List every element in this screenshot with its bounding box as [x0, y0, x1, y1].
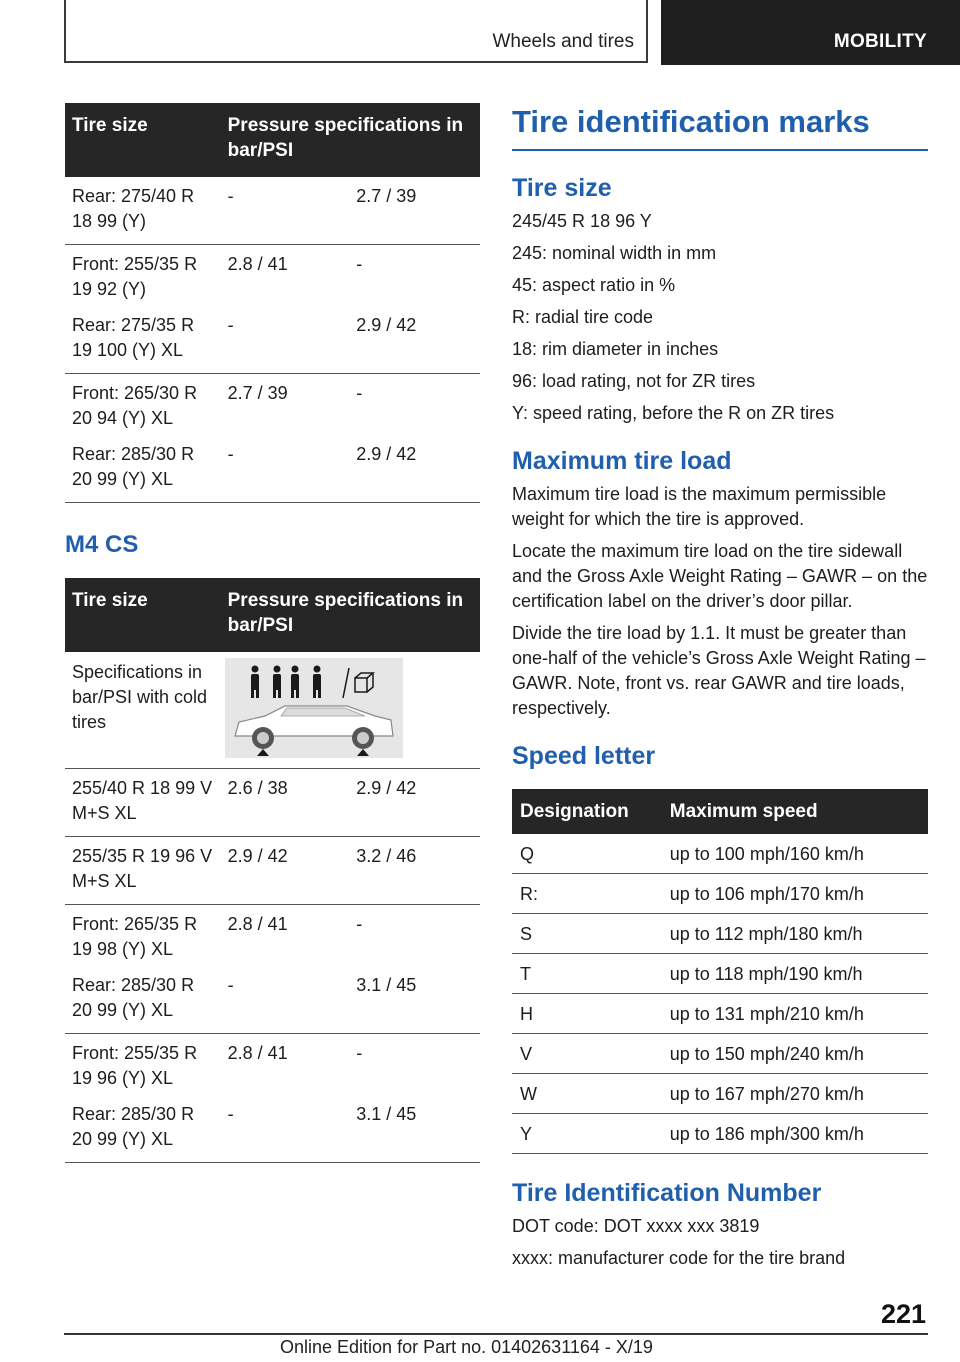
tire-size-cell: 255/40 R 18 99 V M+S XL: [65, 769, 221, 837]
vehicle-load-illustration: [225, 658, 403, 758]
spec-note: Specifications in bar/PSI with cold tires: [65, 652, 221, 769]
tire-size-line: 45: aspect ratio in %: [512, 275, 676, 295]
tin-line: xxxx: manufacturer code for the tire brand: [512, 1248, 846, 1268]
designation-cell: W: [512, 1074, 662, 1114]
designation-cell: R:: [512, 874, 662, 914]
table-row: [512, 834, 928, 874]
max-speed-cell: up to 167 mph/270 km/h: [662, 1074, 928, 1114]
rear-pressure-cell: 3.1 / 45: [349, 1095, 480, 1163]
max-load-heading: Maximum tire load: [512, 447, 732, 475]
header-section-title: Wheels and tires: [492, 31, 634, 52]
table-row: [512, 1034, 928, 1074]
tire-size-cell: Rear: 275/40 R 18 99 (Y): [65, 177, 221, 245]
max-speed-cell: up to 106 mph/170 km/h: [662, 874, 928, 914]
footer-divider-right: [860, 1333, 928, 1335]
rear-pressure-cell: -: [356, 914, 363, 934]
edition-note: Online Edition for Part no. 01402631164 - X/19: [280, 1337, 653, 1357]
col-header-tire-size: Tire size: [65, 578, 221, 652]
tire-size-line: 245/45 R 18 96 Y: [512, 211, 652, 231]
tin-heading: Tire Identification Number: [512, 1179, 822, 1207]
table-row: [512, 1074, 928, 1114]
tire-size-cell: Rear: 275/35 R 19 100 (Y) XL: [65, 306, 221, 374]
rear-pressure-cell: -: [356, 1043, 363, 1063]
tire-size-line: 18: rim diameter in inches: [512, 339, 719, 359]
rear-pressure-cell: 2.7 / 39: [349, 177, 480, 245]
table-row: [512, 994, 928, 1034]
tire-size-cell: 255/35 R 19 96 V M+S XL: [65, 837, 221, 905]
col-header-tire-size: Tire size: [65, 103, 221, 177]
max-speed-cell: up to 100 mph/160 km/h: [662, 834, 928, 874]
table-row: [65, 306, 480, 374]
table-row: [512, 914, 928, 954]
max-speed-cell: up to 186 mph/300 km/h: [662, 1114, 928, 1154]
tire-size-line: Y: speed rating, before the R on ZR tires: [512, 403, 835, 423]
header-chapter-title: MOBILITY: [833, 31, 927, 52]
left-column: [65, 103, 480, 1163]
max-speed-cell: up to 118 mph/190 km/h: [662, 954, 928, 994]
max-speed-cell: up to 112 mph/180 km/h: [662, 914, 928, 954]
pressure-table-header: [65, 103, 480, 177]
load-image-cell: [221, 652, 480, 769]
max-speed-cell: up to 131 mph/210 km/h: [662, 994, 928, 1034]
designation-cell: H: [512, 994, 662, 1034]
designation-cell: V: [512, 1034, 662, 1074]
rear-pressure-cell: 3.2 / 46: [349, 837, 480, 905]
max-load-paragraph: Divide the tire load by 1.1. It must be greater than one-half of the vehicle’s Gross Axle Weight Rating – GAWR. Note, front vs. rear GAWR and tire loads, respectively.: [512, 623, 926, 718]
speed-letter-heading: Speed letter: [512, 742, 656, 770]
front-pressure-cell: -: [221, 1095, 350, 1163]
table-row: [512, 1114, 928, 1154]
tire-size-lines: [512, 209, 928, 426]
tire-size-cell: Rear: 285/30 R 20 99 (Y) XL: [65, 435, 221, 503]
front-pressure-cell: 2.6 / 38: [221, 769, 350, 837]
col-header-pressure: Pressure specifications in bar/PSI: [221, 578, 480, 652]
front-pressure-cell: -: [221, 306, 350, 374]
rear-pressure-cell: 2.9 / 42: [349, 306, 480, 374]
table-row: [65, 1034, 480, 1096]
table-row: [65, 652, 480, 769]
col-header-max-speed: Maximum speed: [662, 789, 928, 834]
table-row: [65, 769, 480, 837]
rear-pressure-cell: 2.9 / 42: [349, 435, 480, 503]
designation-cell: Y: [512, 1114, 662, 1154]
front-pressure-cell: 2.8 / 41: [227, 914, 288, 934]
tire-size-cell: Front: 265/30 R 20 94 (Y) XL: [72, 383, 198, 428]
tire-size-line: 96: load rating, not for ZR tires: [512, 371, 756, 391]
section-title: Tire identification marks: [512, 103, 928, 151]
table-row: [65, 837, 480, 905]
table-row: [65, 245, 480, 307]
speed-table-header: [512, 789, 928, 834]
max-load-paragraphs: [512, 482, 928, 721]
tire-size-cell: Front: 265/35 R 19 98 (Y) XL: [72, 914, 198, 959]
tire-size-line: R: radial tire code: [512, 307, 654, 327]
col-header-designation: Designation: [512, 789, 662, 834]
speed-table: [512, 789, 928, 1154]
designation-cell: T: [512, 954, 662, 994]
m4cs-table-header: [65, 578, 480, 652]
front-pressure-cell: 2.9 / 42: [221, 837, 350, 905]
right-column: [512, 103, 928, 1278]
tin-line: DOT code: DOT xxxx xxx 3819: [512, 1216, 760, 1236]
front-pressure-cell: 2.8 / 41: [227, 254, 288, 274]
col-header-pressure: Pressure specifications in bar/PSI: [221, 103, 480, 177]
page-number: 221: [880, 1299, 926, 1329]
front-pressure-cell: 2.7 / 39: [227, 383, 288, 403]
table-row: [65, 374, 480, 436]
footer-divider: [64, 1333, 860, 1335]
designation-cell: S: [512, 914, 662, 954]
tire-size-cell: Front: 255/35 R 19 92 (Y): [72, 254, 198, 299]
m4cs-heading: M4 CS: [65, 531, 139, 558]
rear-pressure-cell: -: [356, 254, 363, 274]
front-pressure-cell: -: [221, 966, 350, 1034]
table-row: [65, 177, 480, 245]
max-speed-cell: up to 150 mph/240 km/h: [662, 1034, 928, 1074]
tire-size-cell: Front: 255/35 R 19 96 (Y) XL: [72, 1043, 198, 1088]
tire-size-cell: Rear: 285/30 R 20 99 (Y) XL: [65, 1095, 221, 1163]
front-pressure-cell: 2.8 / 41: [227, 1043, 288, 1063]
tin-lines: [512, 1214, 928, 1271]
tire-size-line: 245: nominal width in mm: [512, 243, 717, 263]
rear-pressure-cell: -: [356, 383, 363, 403]
table-row: [512, 874, 928, 914]
front-pressure-cell: -: [221, 177, 350, 245]
tire-size-cell: Rear: 285/30 R 20 99 (Y) XL: [65, 966, 221, 1034]
tire-size-heading: Tire size: [512, 174, 612, 202]
table-row: [65, 966, 480, 1034]
m4cs-pressure-table: [65, 578, 480, 1163]
front-pressure-cell: -: [221, 435, 350, 503]
table-row: [512, 954, 928, 994]
table-row: [65, 1095, 480, 1163]
designation-cell: Q: [512, 834, 662, 874]
pressure-table: [65, 103, 480, 503]
table-row: [65, 905, 480, 967]
max-load-paragraph: Locate the maximum tire load on the tire sidewall and the Gross Axle Weight Rating – GAWR – on the certification label on the driver’s door pillar.: [512, 541, 928, 611]
max-load-paragraph: Maximum tire load is the maximum permissible weight for which the tire is approved.: [512, 484, 887, 529]
rear-pressure-cell: 2.9 / 42: [349, 769, 480, 837]
rear-pressure-cell: 3.1 / 45: [349, 966, 480, 1034]
table-row: [65, 435, 480, 503]
header-chapter-tab: [661, 0, 960, 65]
